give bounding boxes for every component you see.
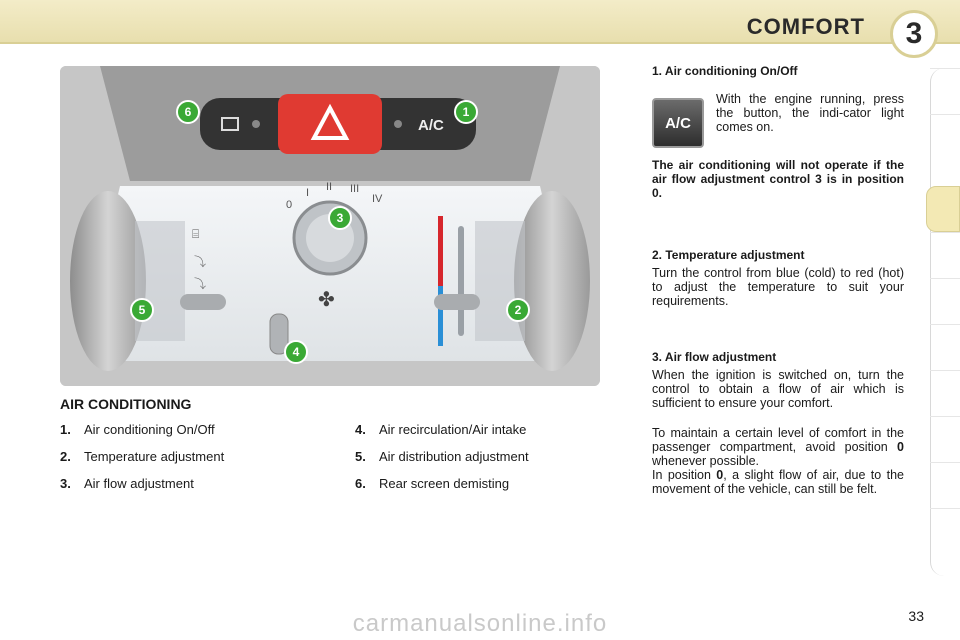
windscreen-demist-icon: ⌸ [192,227,200,241]
legend-item [355,422,526,437]
legend-label: Air conditioning On/Off [84,422,215,437]
watermark: carmanualsonline.info [352,610,608,637]
legend-label: Rear screen demisting [379,476,510,491]
right-grille [475,221,525,341]
legend-num: 5. [355,449,366,464]
indicator-led [252,120,260,128]
callout-6 [177,101,199,123]
hot-scale [438,216,443,286]
indicator-led [394,120,402,128]
s2-heading: 2. Temperature adjustment [652,248,805,262]
svg-text:1: 1 [462,105,470,119]
s3-text-2: To maintain a certain level of comfort in the passenger compartment, avoid position 0 whenever possible. [652,426,904,468]
s1-warning: The air conditioning will not operate if the air flow adjustment control 3 is in position 0. [652,158,904,200]
side-tab[interactable] [930,370,960,416]
s3-heading: 3. Air flow adjustment [652,350,777,364]
side-tab[interactable] [930,462,960,508]
fan-pos-1: I [306,187,310,199]
svg-text:5: 5 [138,303,146,317]
dashboard-photo [60,66,600,386]
callout-5 [131,299,153,321]
legend-item [60,476,194,491]
dashboard-illustration [60,66,600,386]
ac-button-icon: A/C [652,98,704,148]
legend-label: Air flow adjustment [84,476,194,491]
legend-num: 4. [355,422,366,437]
distribution-icon: ⤵ [194,277,207,291]
temperature-slider[interactable] [458,226,464,336]
side-tab[interactable] [930,114,960,160]
legend-item [355,476,509,491]
s2-text: Turn the control from blue (cold) to red (hot) to adjust the temperature to suit your requirements. [652,266,904,308]
side-tab[interactable] [930,416,960,462]
hazard-button[interactable] [278,94,382,154]
legend-item [355,449,529,464]
svg-text:4: 4 [292,345,300,359]
s3-text-1: When the ignition is switched on, turn the control to obtain a flow of air which is sufficient to ensure your comfort. [652,368,904,410]
legend-item [60,422,215,437]
fan-pos-0: 0 [286,199,293,211]
svg-text:6: 6 [184,105,192,119]
chapter-badge: 3 [890,10,938,58]
legend-num: 6. [355,476,366,491]
legend-label: Temperature adjustment [84,449,225,464]
section-title: AIR CONDITIONING [60,396,192,412]
left-vent[interactable] [70,191,146,371]
distribution-icon: ⤵ [194,255,207,269]
page-number: 33 [908,608,924,624]
side-tabs [930,68,960,576]
s3-text-3: In position 0, a slight flow of air, due to the movement of the vehicle, can still be felt. [652,468,904,496]
side-tab[interactable] [930,232,960,278]
legend-num: 3. [60,476,71,491]
legend-item [60,449,224,464]
side-tab[interactable] [930,508,960,554]
callout-2 [507,299,529,321]
header-title: COMFORT [746,14,865,39]
svg-text:3: 3 [336,211,344,225]
side-tab-active[interactable] [926,186,960,232]
legend-label: Air recirculation/Air intake [379,422,527,437]
fan-pos-4: IV [372,193,383,205]
side-tab[interactable] [930,278,960,324]
s1-text: With the engine running, press the button, the indi-cator light comes on. [716,92,904,134]
legend-num: 1. [60,422,71,437]
left-distribution-lever[interactable] [180,294,226,310]
fan-pos-3: III [350,183,360,195]
fan-icon: ✤ [318,287,335,311]
left-grille [135,221,185,341]
legend-label: Air distribution adjustment [379,449,529,464]
callout-3 [329,207,351,229]
side-tab[interactable] [930,68,960,114]
fan-pos-2: II [326,181,333,193]
callout-1 [455,101,477,123]
side-tab[interactable] [930,324,960,370]
legend-num: 2. [60,449,71,464]
s1-heading: 1. Air conditioning On/Off [652,64,798,78]
callout-4 [285,341,307,363]
svg-text:2: 2 [514,303,522,317]
right-vent[interactable] [514,191,590,371]
ac-button-text[interactable]: A/C [418,117,444,134]
right-distribution-lever[interactable] [434,294,480,310]
